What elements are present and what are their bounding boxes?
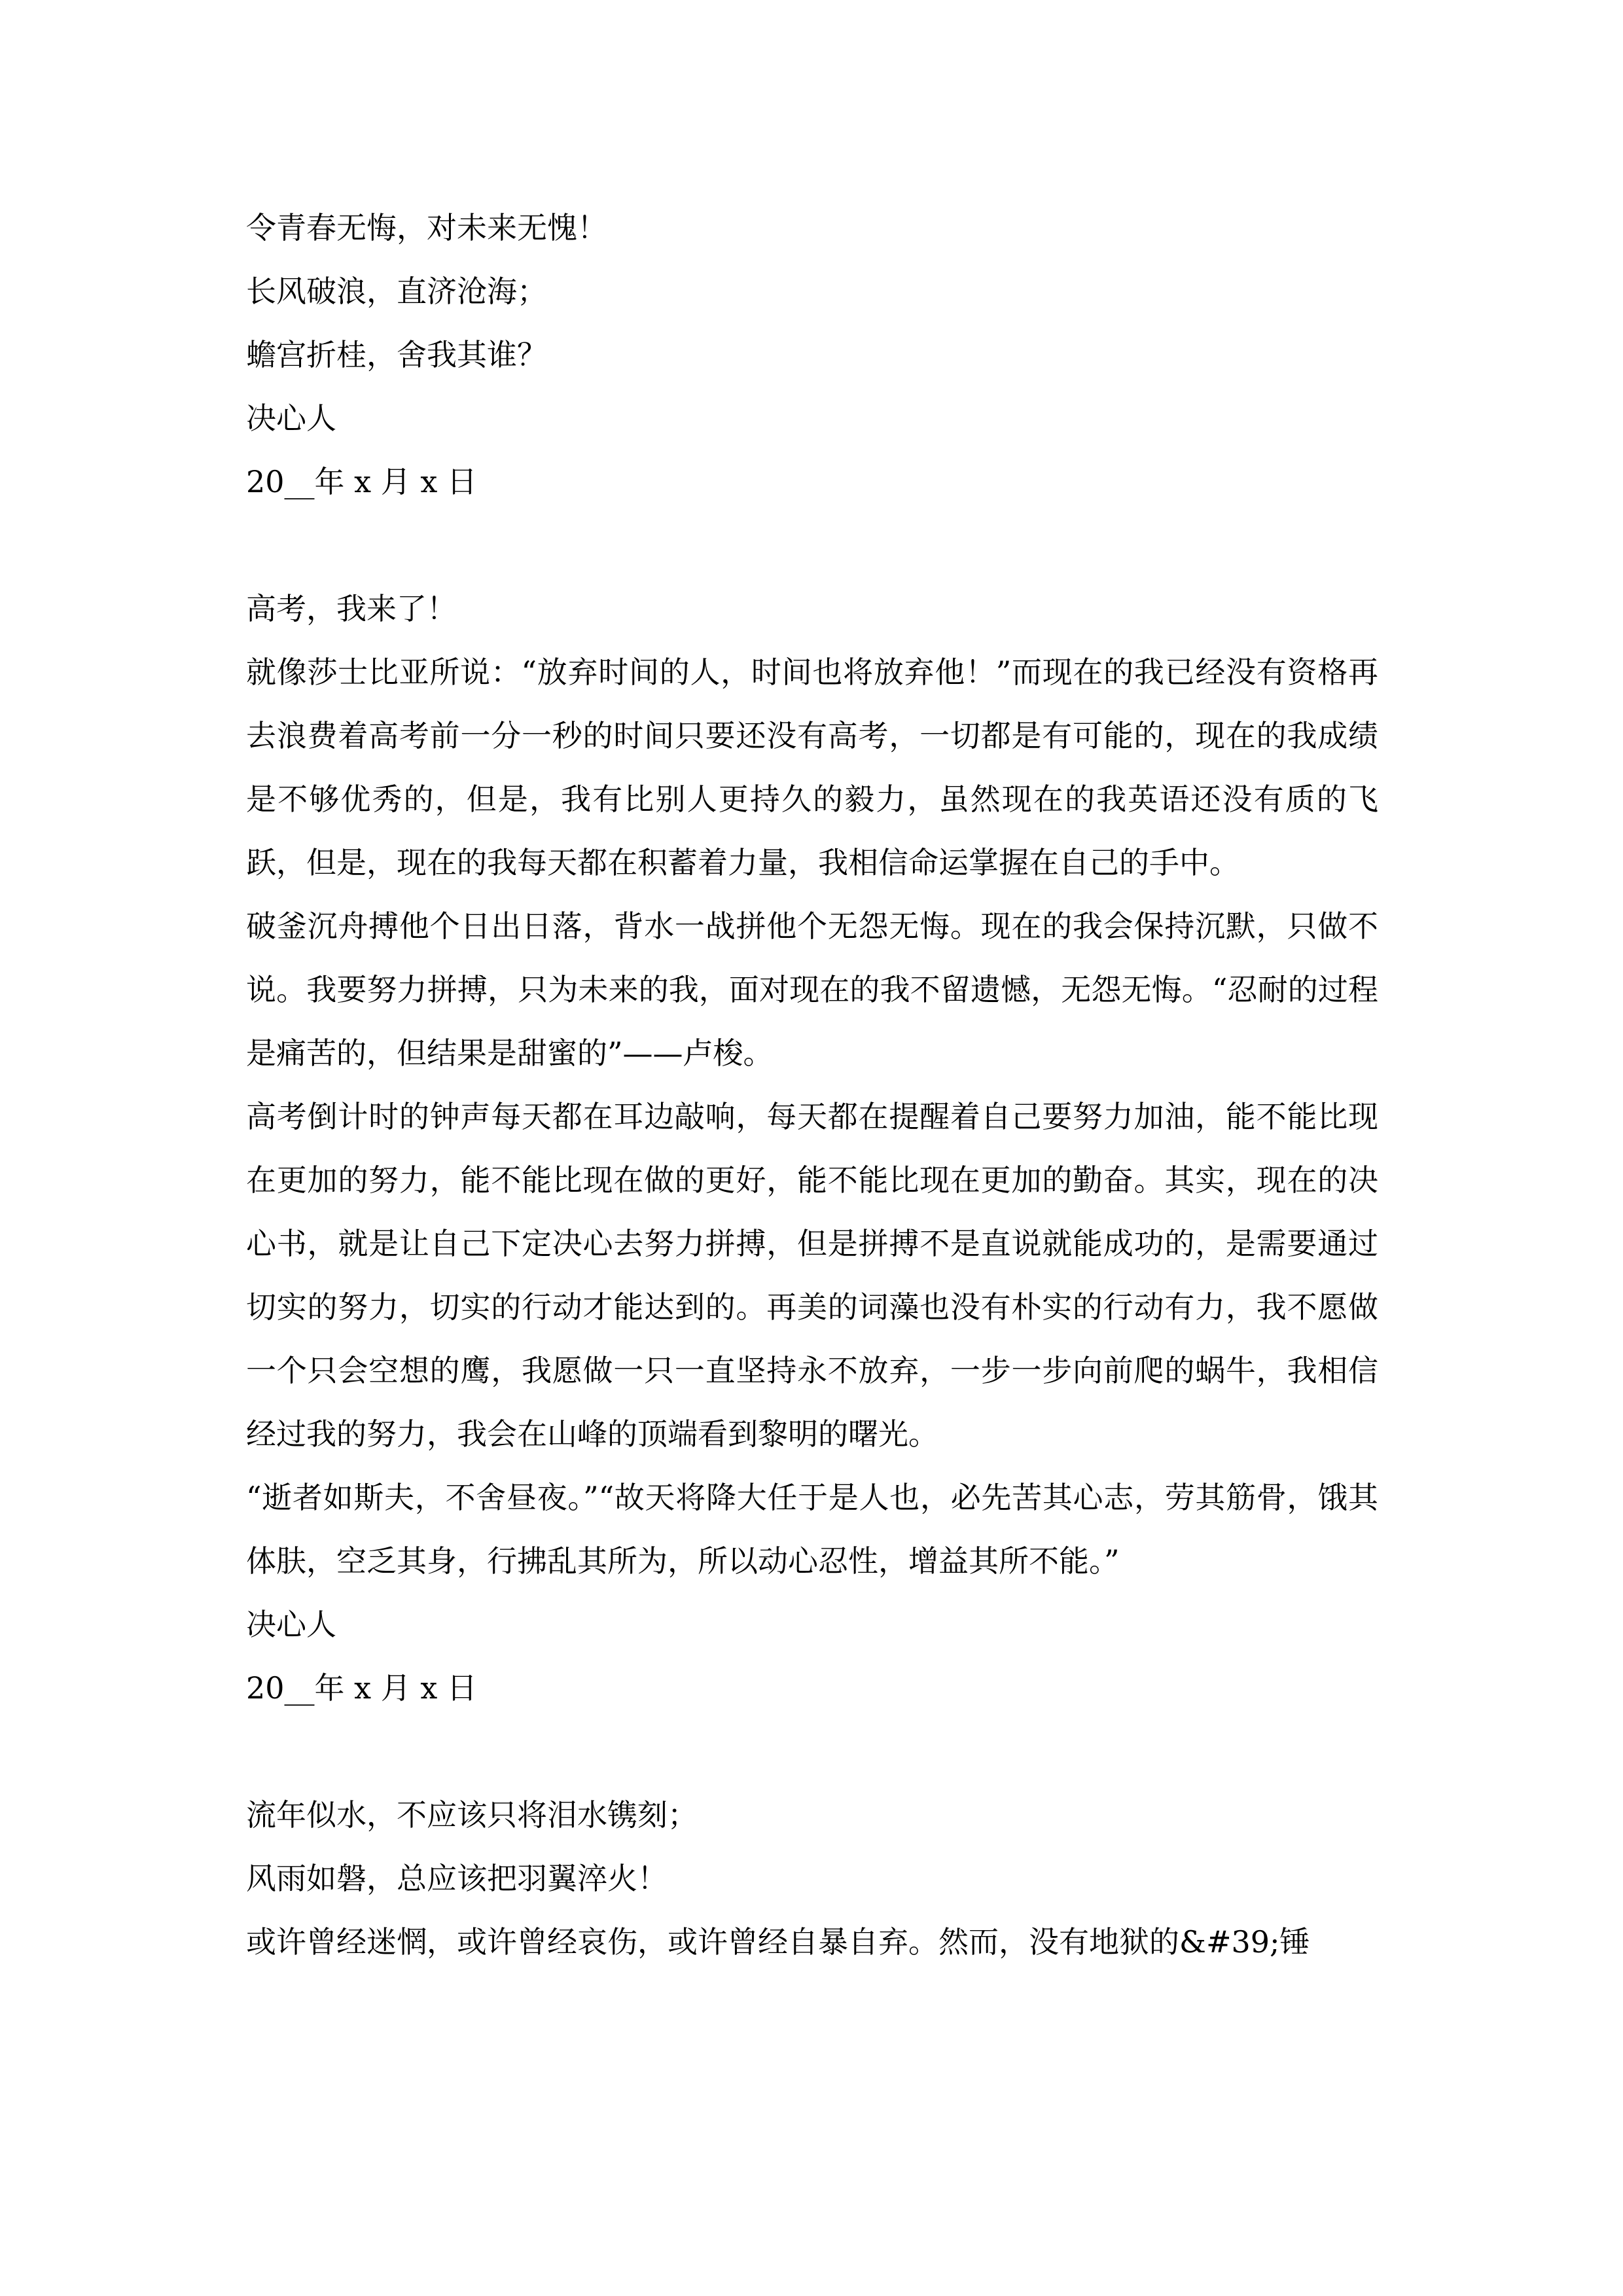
text-line: 令青春无悔，对未来无愧！ bbox=[246, 210, 607, 245]
text-line: 蟾宫折桂，舍我其谁？ bbox=[246, 337, 547, 372]
section-divider bbox=[246, 514, 1378, 577]
date-line: 20__年 x 月 x 日 bbox=[246, 1670, 477, 1706]
text-line: 或许曾经迷惘，或许曾经哀伤，或许曾经自暴自弃。然而，没有地狱的&#39;锤 bbox=[246, 1924, 1310, 1960]
paragraph: 就像莎士比亚所说：“放弃时间的人，时间也将放弃他！”而现在的我已经没有资格再去浪费着高考前一分一秒的时间只要还没有高考，一切都是有可能的，现在的我成绩是不够优秀的，但是，我有比别人更持久的毅力，虽然现在的我英语还没有质的飞跃，但是，现在的我每天都在积蓄着力量，我相信命运掌握在自己的手中。 bbox=[246, 655, 1378, 880]
paragraph: “逝者如斯夫，不舍昼夜。”“故天将降大任于是人也，必先苦其心志，劳其筋骨，饿其体肤，空乏其身，行拂乱其所为，所以动心忍性，增益其所不能。” bbox=[246, 1480, 1378, 1579]
document-body bbox=[246, 196, 1378, 1974]
text-line: 流年似水，不应该只将泪水镌刻； bbox=[246, 1797, 698, 1833]
signer-label: 决心人 bbox=[246, 1607, 336, 1642]
section-title: 高考，我来了！ bbox=[246, 591, 457, 626]
signer-label: 决心人 bbox=[246, 401, 336, 436]
text-line: 长风破浪，直济沧海； bbox=[246, 274, 547, 309]
section-divider bbox=[246, 1720, 1378, 1784]
paragraph: 高考倒计时的钟声每天都在耳边敲响，每天都在提醒着自己要努力加油，能不能比现在更加的努力，能不能比现在做的更好，能不能比现在更加的勤奋。其实，现在的决心书，就是让自己下定决心去努力拼搏，但是拼搏不是直说就能成功的，是需要通过切实的努力，切实的行动才能达到的。再美的词藻也没有朴实的行动有力，我不愿做一个只会空想的鹰，我愿做一只一直坚持永不放弃，一步一步向前爬的蜗牛，我相信经过我的努力，我会在山峰的顶端看到黎明的曙光。 bbox=[246, 1099, 1378, 1452]
text-line: 风雨如磐，总应该把羽翼淬火！ bbox=[246, 1861, 668, 1896]
date-line: 20__年 x 月 x 日 bbox=[246, 464, 477, 499]
paragraph: 破釜沉舟搏他个日出日落，背水一战拼他个无怨无悔。现在的我会保持沉默，只做不说。我要努力拼搏，只为未来的我，面对现在的我不留遗憾，无怨无悔。“忍耐的过程是痛苦的，但结果是甜蜜的”——卢梭。 bbox=[246, 908, 1378, 1071]
